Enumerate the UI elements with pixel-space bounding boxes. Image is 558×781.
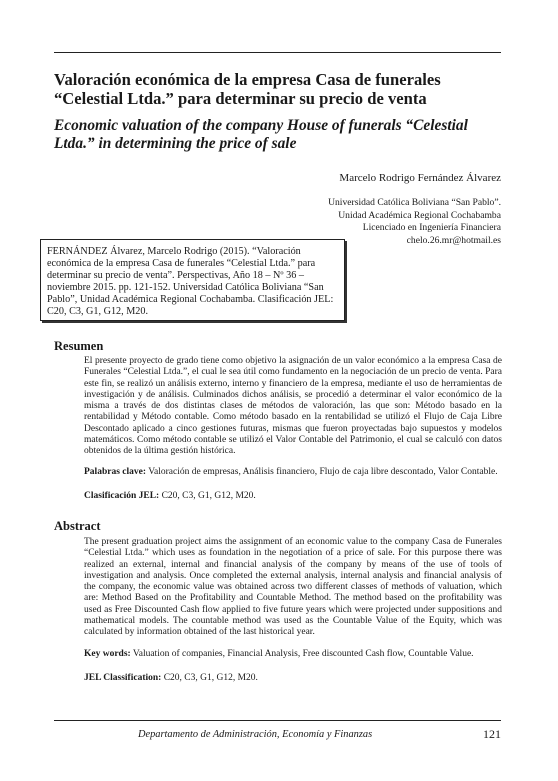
author-email: chelo.26.mr@hotmail.es — [406, 234, 501, 246]
author-name: Marcelo Rodrigo Fernández Álvarez — [339, 172, 501, 184]
citation-box: FERNÁNDEZ Álvarez, Marcelo Rodrigo (2015). “Valoración económica de la empresa Casa de funerales “Celestial Ltda.” para determinar su precio de venta”. Perspectivas, Año 18 – Nº 36 – noviembre 2015. pp. 121-152. Universidad Católica Boliviana “San Pablo”, Unidad Académica Regional Cochabamba. Clasificación JEL: C20, C3, G1, G12, M20. — [40, 239, 345, 321]
abstract-jel-label: JEL Classification: — [84, 673, 162, 683]
abstract-keywords-text: Valuation of companies, Financial Analysis, Free discounted Cash flow, Countable Value. — [132, 649, 474, 659]
abstract-jel-text: C20, C3, G1, G12, M20. — [163, 673, 258, 683]
resumen-body: El presente proyecto de grado tiene como objetivo la asignación de un valor económico a la empresa Casa de Funerales “Celestial Ltda.”, el cual le sea útil como fundamento en la negociación de un precio de venta. Para este fin, se realizó un análisis externo, interno y financiero de la empresa, mediante el uso de herramientas de investigación y de análisis. Culminados dichos análisis, se procedió a determinar el valor económico de la misma a través de dos distintas clases de métodos de valoración, las que son: Método basado en la rentabilidad y Método contable. Como método basado en la rentabilidad se utilizó el Flujo de Caja Libre Descontado aplicado a cinco gestiones futuras, mismas que fueron proyectadas bajo supuestos y modelos matemáticos. Como método contable se utilizó el Valor Contable del Patrimonio, el cual se calculó con datos obtenidos de la última gestión histórica. — [84, 356, 502, 457]
resumen-keywords-label: Palabras clave: — [84, 467, 147, 477]
footer-rule — [54, 720, 501, 721]
affiliation-degree: Licenciado en Ingeniería Financiera — [362, 222, 501, 234]
top-rule — [54, 52, 501, 53]
title-spanish: Valoración económica de la empresa Casa de funerales “Celestial Ltda.” para determinar su precio de venta — [54, 70, 441, 108]
footer-department: Departamento de Administración, Economía y Finanzas — [138, 729, 373, 740]
affiliation-unit: Unidad Académica Regional Cochabamba — [338, 209, 501, 221]
abstract-keywords-label: Key words: — [84, 649, 131, 659]
abstract-body: The present graduation project aims the assignment of an economic value to the company Casa de Funerales “Celestial Ltda.” which uses as foundation in the negotiation of a price of sale. For this purpose there was realized an external, internal and financial analysis of the company by means of the use of tools of investigation and analysis. Once completed the external analysis, internal analysis and financial analysis of the company, the economic value was obtained across two different classes of methods of valuation, which are: Method Based on the Profitability and Countable Method. The method based on the profitability was used as Free Discounted Cash flow applied to five future years which were projected under suppositions and mathematical models. The countable method was used as the Countable Value of the Equity, which was calculated by information obtained of the last historical year. — [84, 537, 502, 638]
resumen-jel — [84, 491, 504, 502]
abstract-keywords — [84, 649, 504, 660]
resumen-heading: Resumen — [54, 339, 104, 353]
affiliation — [328, 197, 501, 247]
resumen-keywords-text: Valoración de empresas, Análisis financiero, Flujo de caja libre descontado, Valor Contable. — [148, 467, 498, 477]
resumen-jel-text: C20, C3, G1, G12, M20. — [161, 491, 256, 501]
title-english: Economic valuation of the company House of funerals “Celestial Ltda.” in determining the price of sale — [54, 117, 468, 152]
resumen-keywords — [84, 467, 504, 478]
resumen-jel-label: Clasificación JEL: — [84, 491, 160, 501]
abstract-heading: Abstract — [54, 519, 101, 533]
affiliation-university: Universidad Católica Boliviana “San Pablo”. — [328, 197, 501, 208]
abstract-jel — [84, 673, 504, 684]
page-number: 121 — [483, 727, 501, 741]
